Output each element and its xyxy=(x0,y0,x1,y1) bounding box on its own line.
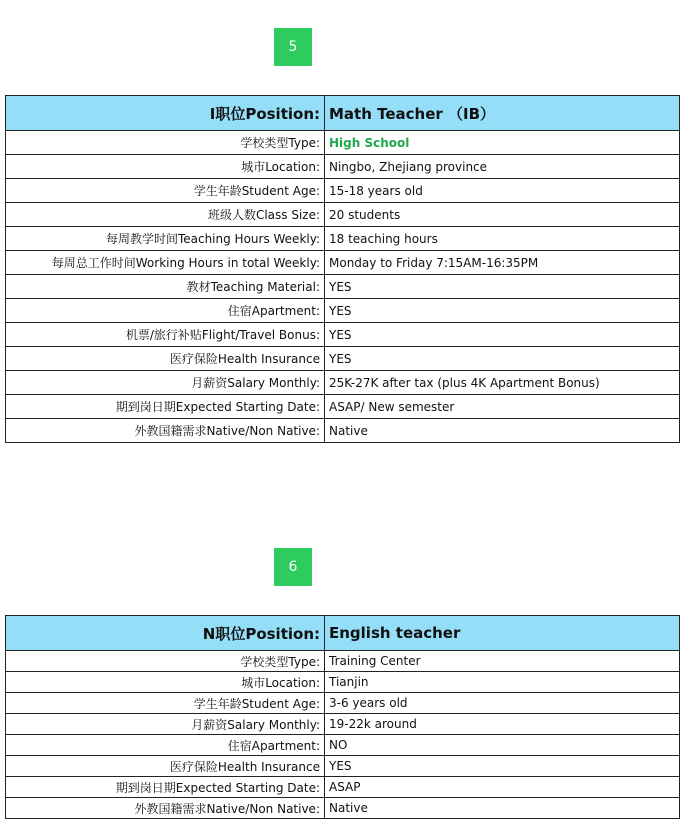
row-value: YES xyxy=(325,323,680,347)
row-label: 期到岗日期Expected Starting Date: xyxy=(6,395,325,419)
row-value: Training Center xyxy=(325,651,680,672)
row-value: Native xyxy=(325,798,680,819)
table-row xyxy=(6,371,680,395)
table-row xyxy=(6,777,680,798)
table-row xyxy=(6,714,680,735)
table-row xyxy=(6,756,680,777)
table-row xyxy=(6,347,680,371)
row-label: 每周教学时间Teaching Hours Weekly: xyxy=(6,227,325,251)
row-label: 月薪资Salary Monthly: xyxy=(6,371,325,395)
row-value: ASAP xyxy=(325,777,680,798)
row-value: 18 teaching hours xyxy=(325,227,680,251)
position-label: I职位Position: xyxy=(6,96,325,131)
row-label: 学校类型Type: xyxy=(6,131,325,155)
table-row xyxy=(6,299,680,323)
row-label: 外教国籍需求Native/Non Native: xyxy=(6,419,325,443)
table-row xyxy=(6,735,680,756)
position-value: Math Teacher （IB） xyxy=(325,96,680,131)
row-value: Monday to Friday 7:15AM-16:35PM xyxy=(325,251,680,275)
row-value: 15-18 years old xyxy=(325,179,680,203)
table-row xyxy=(6,227,680,251)
job-table-math-teacher xyxy=(5,95,680,443)
table-row xyxy=(6,651,680,672)
row-value: 19-22k around xyxy=(325,714,680,735)
row-label: 城市Location: xyxy=(6,672,325,693)
table-row xyxy=(6,693,680,714)
row-label: 班级人数Class Size: xyxy=(6,203,325,227)
row-label: 学校类型Type: xyxy=(6,651,325,672)
table-row xyxy=(6,131,680,155)
table-row xyxy=(6,179,680,203)
row-label: 期到岗日期Expected Starting Date: xyxy=(6,777,325,798)
row-label: 医疗保险Health Insurance xyxy=(6,756,325,777)
table-header-row xyxy=(6,616,680,651)
position-label: N职位Position: xyxy=(6,616,325,651)
row-value: YES xyxy=(325,347,680,371)
row-label: 教材Teaching Material: xyxy=(6,275,325,299)
section-number-badge: 6 xyxy=(274,548,312,586)
row-value: 25K-27K after tax (plus 4K Apartment Bonus) xyxy=(325,371,680,395)
table-row xyxy=(6,275,680,299)
row-label: 医疗保险Health Insurance xyxy=(6,347,325,371)
row-value: YES xyxy=(325,275,680,299)
row-label: 机票/旅行补贴Flight/Travel Bonus: xyxy=(6,323,325,347)
row-value: Tianjin xyxy=(325,672,680,693)
table-header-row xyxy=(6,96,680,131)
table-row xyxy=(6,672,680,693)
table-row xyxy=(6,203,680,227)
row-value: NO xyxy=(325,735,680,756)
table-row xyxy=(6,251,680,275)
table-row xyxy=(6,323,680,347)
row-label: 学生年龄Student Age: xyxy=(6,179,325,203)
row-value: High School xyxy=(325,131,680,155)
row-value: 3-6 years old xyxy=(325,693,680,714)
row-value: Native xyxy=(325,419,680,443)
table-row xyxy=(6,395,680,419)
table-row xyxy=(6,155,680,179)
row-value: YES xyxy=(325,299,680,323)
row-label: 城市Location: xyxy=(6,155,325,179)
row-label: 住宿Apartment: xyxy=(6,735,325,756)
position-value: English teacher xyxy=(325,616,680,651)
job-table-english-teacher xyxy=(5,615,680,819)
row-value: 20 students xyxy=(325,203,680,227)
section-number-badge: 5 xyxy=(274,28,312,66)
row-label: 学生年龄Student Age: xyxy=(6,693,325,714)
row-value: YES xyxy=(325,756,680,777)
row-label: 住宿Apartment: xyxy=(6,299,325,323)
table-row xyxy=(6,419,680,443)
row-label: 每周总工作时间Working Hours in total Weekly: xyxy=(6,251,325,275)
row-value: Ningbo, Zhejiang province xyxy=(325,155,680,179)
table-row xyxy=(6,798,680,819)
row-label: 月薪资Salary Monthly: xyxy=(6,714,325,735)
row-value: ASAP/ New semester xyxy=(325,395,680,419)
row-label: 外教国籍需求Native/Non Native: xyxy=(6,798,325,819)
